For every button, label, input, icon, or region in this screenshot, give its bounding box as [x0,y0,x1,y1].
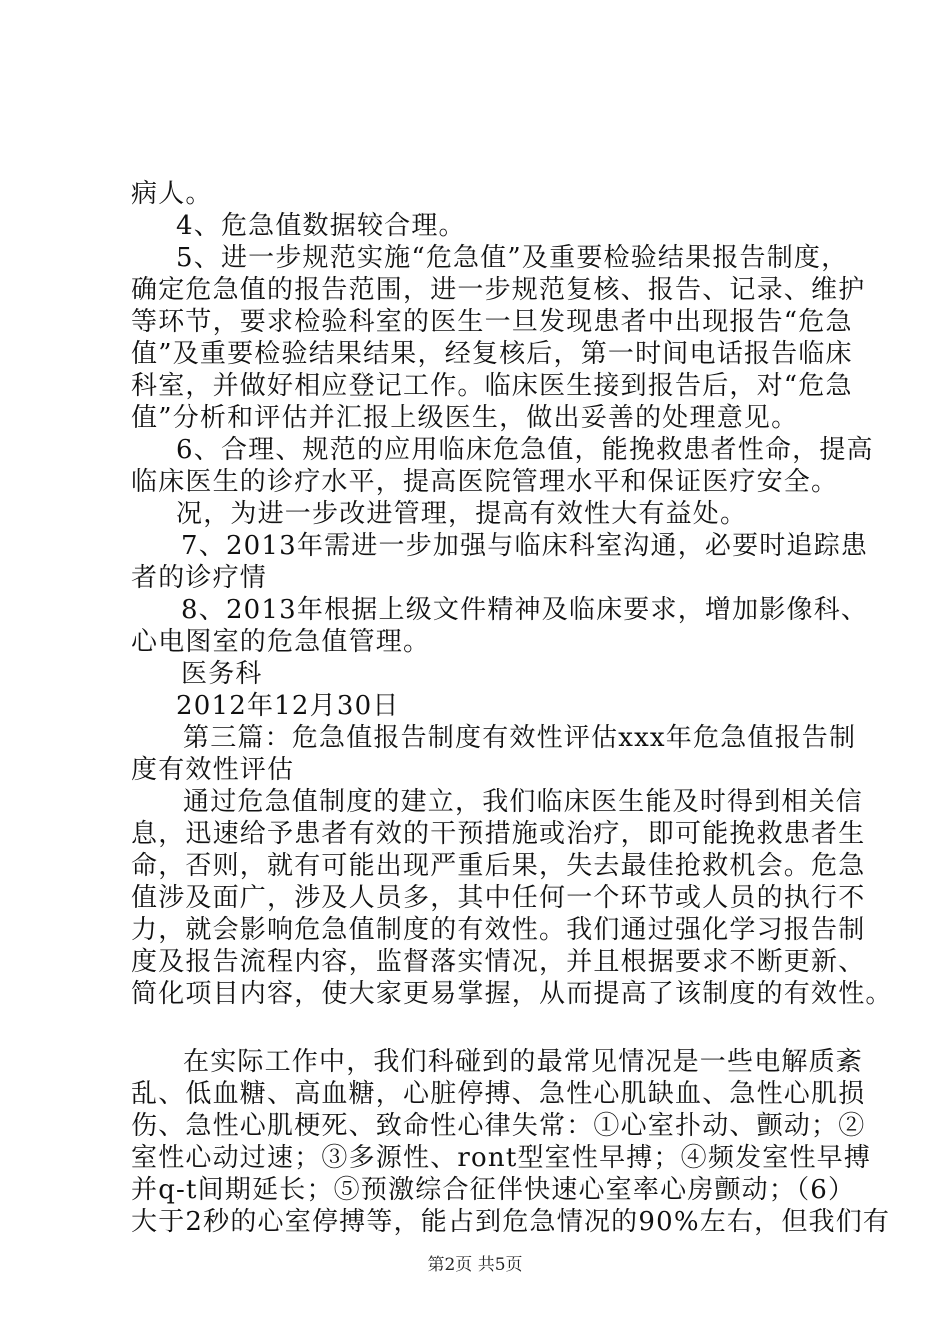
text-line: 心电图室的危急值管理。 [131,627,431,657]
text-line: 7、2013年需进一步加强与临床科室沟通，必要时追踪患 [181,531,869,561]
text-line: 乱、低血糖、高血糖，心脏停搏、急性心肌缺血、急性心肌损 [131,1079,866,1109]
text-line: 在实际工作中，我们科碰到的最常见情况是一些电解质紊 [183,1047,864,1077]
text-line: 8、2013年根据上级文件精神及临床要求，增加影像科、 [181,595,869,625]
text-line: 值”分析和评估并汇报上级医生，做出妥善的处理意见。 [131,403,799,433]
text-line: 等环节，要求检验科室的医生一旦发现患者中出现报告“危急 [131,307,853,337]
text-line: 简化项目内容，使大家更易掌握，从而提高了该制度的有效性。 [131,979,893,1009]
text-line: 5、进一步规范实施“危急值”及重要检验结果报告制度， [176,243,849,273]
page-footer: 第2页 共5页 [427,1255,523,1275]
text-line: 确定危急值的报告范围，进一步规范复核、报告、记录、维护 [131,275,866,305]
section-heading: 第三篇：危急值报告制度有效性评估xxx年危急值报告制 [183,723,857,753]
section-heading-cont: 度有效性评估 [131,755,295,785]
text-line: 命，否则，就有可能出现严重后果，失去最佳抢救机会。危急 [131,851,866,881]
text-line: 息，迅速给予患者有效的干预措施或治疗，即可能挽救患者生 [131,819,866,849]
text-line: 室性心动过速；③多源性、ront型室性早搏；④频发室性早搏 [131,1143,872,1173]
text-line: 通过危急值制度的建立，我们临床医生能及时得到相关信 [183,787,864,817]
text-line: 值涉及面广，涉及人员多，其中任何一个环节或人员的执行不 [131,883,866,913]
text-line: 况，为进一步改进管理，提高有效性大有益处。 [176,499,748,529]
text-line: 并q-t间期延长；⑤预激综合征伴快速心室率心房颤动；（6） [131,1175,856,1205]
text-line: 力，就会影响危急值制度的有效性。我们通过强化学习报告制 [131,915,866,945]
text-line: 者的诊疗情 [131,563,268,593]
text-line: 6、合理、规范的应用临床危急值，能挽救患者性命，提高 [176,435,874,465]
text-line: 科室，并做好相应登记工作。临床医生接到报告后，对“危急 [131,371,853,401]
signature-department: 医务科 [181,659,263,689]
text-line: 临床医生的诊疗水平，提高医院管理水平和保证医疗安全。 [131,467,839,497]
text-line: 病人。 [131,179,213,209]
text-line: 大于2秒的心室停搏等，能占到危急情况的90%左右，但我们有 [131,1207,891,1237]
text-line: 4、危急值数据较合理。 [176,211,466,241]
signature-date: 2012年12月30日 [176,691,400,721]
text-line: 伤、急性心肌梗死、致命性心律失常：①心室扑动、颤动；② [131,1111,866,1141]
text-line: 度及报告流程内容，监督落实情况，并且根据要求不断更新、 [131,947,866,977]
text-line: 值”及重要检验结果结果，经复核后，第一时间电话报告临床 [131,339,853,369]
